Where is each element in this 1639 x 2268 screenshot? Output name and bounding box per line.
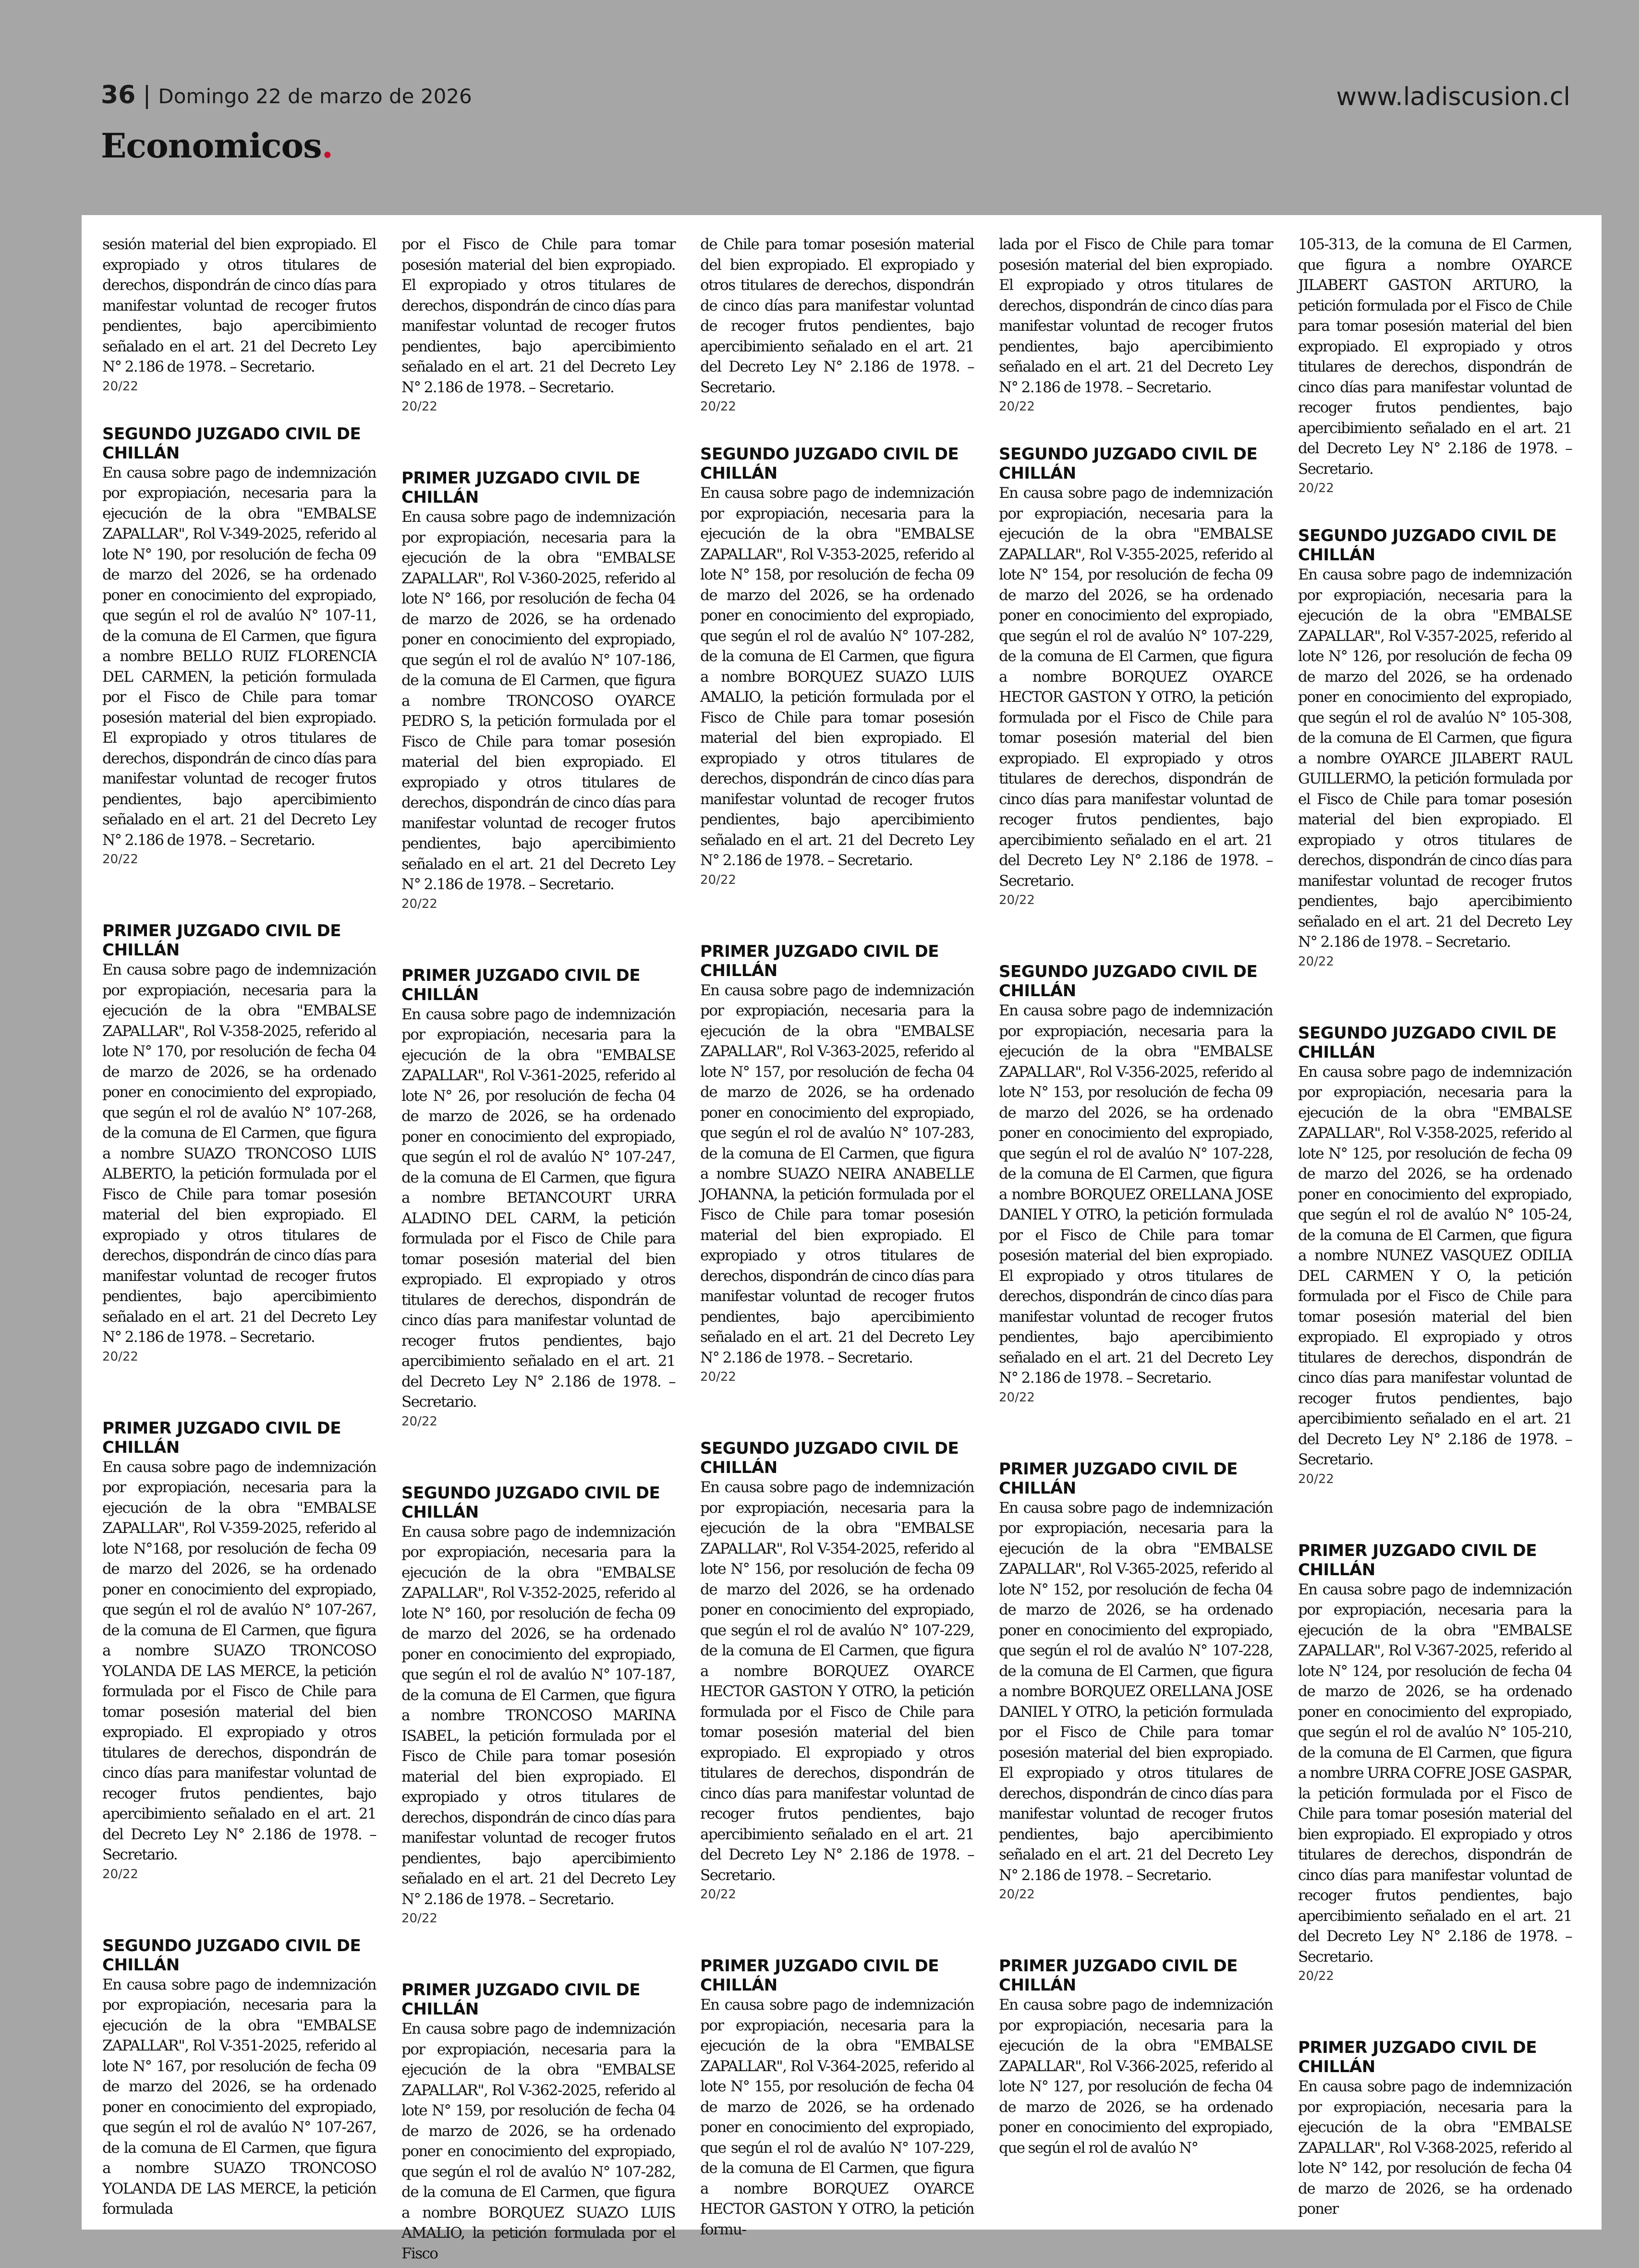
notice-court-title: SEGUNDO JUZGADO CIVIL DE CHILLÁN — [1298, 526, 1557, 565]
notice-code: 20/22 — [999, 399, 1035, 414]
notice-code: 20/22 — [700, 399, 736, 414]
legal-notice — [700, 1439, 974, 1904]
notice-court-title: PRIMER JUZGADO CIVIL DE CHILLÁN — [401, 1980, 640, 2019]
notice-court-title: SEGUNDO JUZGADO CIVIL DE CHILLÁN — [999, 445, 1258, 483]
notice-court-title: SEGUNDO JUZGADO CIVIL DE CHILLÁN — [401, 1483, 660, 1522]
legal-notice — [999, 962, 1273, 1407]
notice-code: 20/22 — [999, 1390, 1035, 1405]
section-title — [101, 126, 333, 166]
notice-court-title: PRIMER JUZGADO CIVIL DE CHILLÁN — [1298, 1541, 1537, 1580]
notice-code: 20/22 — [1298, 481, 1334, 495]
notice-body: En causa sobre pago de indemnización por expropiación, necesaria para la ejecución de la obra "EMBALSE ZAPALLAR", Rol V-363-2025, referido al lote N° 157, por resolución de fecha 04 de marzo de 2026, se ha ordenado poner en conocimiento del expropiado, que según el rol de avalúo N° 107-283, de la comuna de El Carmen, que figura a nombre SUAZO NEIRA ANABELLE JOHANNA, la petición formulada por el Fisco de Chile para tomar posesión material del bien expropiado. El expropiado y otros titulares de derechos, dispondrán de cinco días para manifestar voluntad de recoger frutos pendientes, bajo apercibimiento señalado en el art. 21 del Decreto Ley N° 2.186 de 1978. – Secretario. — [700, 981, 974, 1366]
legal-notice — [1298, 234, 1572, 497]
notice-code: 20/22 — [1298, 954, 1334, 969]
notice-body: En causa sobre pago de indemnización por expropiación, necesaria para la ejecución de la obra "EMBALSE ZAPALLAR", Rol V-358-2025, referido al lote N° 125, por resolución de fecha 09 de marzo del 2026, se ha ordenado poner en conocimiento del expropiado, que según el rol de avalúo N° 105-24, de la comuna de El Carmen, que figura a nombre NUNEZ VASQUEZ ODILIA DEL CARMEN Y O, la petición formulada por el Fisco de Chile para tomar posesión material del bien expropiado. El expropiado y otros titulares de derechos, dispondrán de cinco días para manifestar voluntad de recoger frutos pendientes, bajo apercibimiento señalado en el art. 21 del Decreto Ley N° 2.186 de 1978. – Secretario. — [1298, 1063, 1572, 1468]
notice-body: En causa sobre pago de indemnización por expropiación, necesaria para la ejecución de la obra "EMBALSE ZAPALLAR", Rol V-364-2025, referido al lote N° 155, por resolución de fecha 04 de marzo de 2026, se ha ordenado poner en conocimiento del expropiado, que según el rol de avalúo N° 107-229, de la comuna de El Carmen, que figura a nombre BORQUEZ OYARCE HECTOR GASTON Y OTRO, la petición formu- — [700, 1996, 974, 2238]
notice-court-title: PRIMER JUZGADO CIVIL DE CHILLÁN — [1298, 2038, 1537, 2076]
notice-body: En causa sobre pago de indemnización por expropiación, necesaria para la ejecución de la obra "EMBALSE ZAPALLAR", Rol V-358-2025, referido al lote N° 170, por resolución de fecha 04 de marzo de 2026, se ha ordenado poner en conocimiento del expropiado, que según el rol de avalúo N° 107-268, de la comuna de El Carmen, que figura a nombre SUAZO TRONCOSO LUIS ALBERTO, la petición formulada por el Fisco de Chile para tomar posesión material del bien expropiado. El expropiado y otros titulares de derechos, dispondrán de cinco días para manifestar voluntad de recoger frutos pendientes, bajo apercibimiento señalado en el art. 21 del Decreto Ley N° 2.186 de 1978. – Secretario. — [102, 961, 376, 1346]
column-3 — [700, 234, 974, 2238]
legal-notice — [102, 1936, 376, 2220]
notice-body: de Chile para tomar posesión material del bien expropiado. El expropiado y otros titulares de derechos, dispondrán de cinco días para manifestar voluntad de recoger frutos pendientes, bajo apercibimiento señalado en el art. 21 del Decreto Ley N° 2.186 de 1978. – Secretario. — [700, 236, 974, 396]
legal-notice — [700, 445, 974, 889]
legal-notice — [102, 424, 376, 869]
notice-court-title: SEGUNDO JUZGADO CIVIL DE CHILLÁN — [102, 424, 361, 463]
notice-body: En causa sobre pago de indemnización por expropiación, necesaria para la ejecución de la obra "EMBALSE ZAPALLAR", Rol V-362-2025, referido al lote N° 159, por resolución de fecha 04 de marzo de 2026, se ha ordenado poner en conocimiento del expropiado, que según el rol de avalúo N° 107-282, de la comuna de El Carmen, que figura a nombre BORQUEZ SUAZO LUIS AMALIO, la petición formulada por el Fisco — [401, 2020, 675, 2262]
notice-code: 20/22 — [1298, 1472, 1334, 1486]
notice-code: 20/22 — [401, 1414, 437, 1429]
notice-body: En causa sobre pago de indemnización por expropiación, necesaria para la ejecución de la obra "EMBALSE ZAPALLAR", Rol V-352-2025, referido al lote N° 160, por resolución de fecha 09 de marzo del 2026, se ha ordenado poner en conocimiento del expropiado, que según el rol de avalúo N° 107-187, de la comuna de El Carmen, que figura a nombre TRONCOSO MARINA ISABEL, la petición formulada por el Fisco de Chile para tomar posesión material del bien expropiado. El expropiado y otros titulares de derechos, dispondrán de cinco días para manifestar voluntad de recoger frutos pendientes, bajo apercibimiento señalado en el art. 21 del Decreto Ley N° 2.186 de 1978. – Secretario. — [401, 1523, 675, 1908]
notice-code: 20/22 — [401, 1911, 437, 1926]
legal-notice — [401, 234, 675, 416]
notice-court-title: PRIMER JUZGADO CIVIL DE CHILLÁN — [999, 1956, 1238, 1995]
notice-body: En causa sobre pago de indemnización por expropiación, necesaria para la ejecución de la obra "EMBALSE ZAPALLAR", Rol V-368-2025, referido al lote N° 142, por resolución de fecha 04 de marzo de 2026, se ha ordenado poner — [1298, 2078, 1572, 2218]
notice-court-title: PRIMER JUZGADO CIVIL DE CHILLÁN — [102, 1418, 341, 1457]
legal-notice — [1298, 1024, 1572, 1488]
notice-code: 20/22 — [102, 1349, 138, 1364]
legal-notice — [999, 1460, 1273, 1904]
notice-code: 20/22 — [700, 1370, 736, 1384]
notice-code: 20/22 — [401, 896, 437, 911]
legal-notice — [401, 966, 675, 1431]
notice-court-title: PRIMER JUZGADO CIVIL DE CHILLÁN — [700, 941, 939, 980]
notice-court-title: PRIMER JUZGADO CIVIL DE CHILLÁN — [700, 1956, 939, 1995]
legal-notice — [401, 469, 675, 913]
notice-body: En causa sobre pago de indemnización por expropiación, necesaria para la ejecución de la obra "EMBALSE ZAPALLAR", Rol V-351-2025, referido al lote N° 167, por resolución de fecha 09 de marzo del 2026, se ha ordenado poner en conocimiento del expropiado, que según el rol de avalúo N° 107-267, de la comuna de El Carmen, que figura a nombre SUAZO TRONCOSO YOLANDA DE LAS MERCE, la petición formulada — [102, 1976, 376, 2218]
legal-notice — [1298, 2038, 1572, 2220]
notice-body: lada por el Fisco de Chile para tomar posesión material del bien expropiado. El expropiado y otros titulares de derechos, dispondrán de cinco días para manifestar voluntad de recoger frutos pendientes, bajo apercibimiento señalado en el art. 21 del Decreto Ley N° 2.186 de 1978. – Secretario. — [999, 236, 1273, 396]
notice-court-title: PRIMER JUZGADO CIVIL DE CHILLÁN — [102, 921, 341, 960]
notice-code: 20/22 — [102, 852, 138, 867]
legal-notice — [999, 445, 1273, 909]
notice-body: En causa sobre pago de indemnización por expropiación, necesaria para la ejecución de la obra "EMBALSE ZAPALLAR", Rol V-360-2025, referido al lote N° 166, por resolución de fecha 04 de marzo de 2026, se ha ordenado poner en conocimiento del expropiado, que según el rol de avalúo N° 107-186, de la comuna de El Carmen, que figura a nombre TRONCOSO OYARCE PEDRO S, la petición formulada por el Fisco de Chile para tomar posesión material del bien expropiado. El expropiado y otros titulares de derechos, dispondrán de cinco días para manifestar voluntad de recoger frutos pendientes, bajo apercibimiento señalado en el art. 21 del Decreto Ley N° 2.186 de 1978. – Secretario. — [401, 508, 675, 893]
notice-body: En causa sobre pago de indemnización por expropiación, necesaria para la ejecución de la obra "EMBALSE ZAPALLAR", Rol V-365-2025, referido al lote N° 152, por resolución de fecha 04 de marzo de 2026, se ha ordenado poner en conocimiento del expropiado, que según el rol de avalúo N° 107-228, de la comuna de El Carmen, que figura a nombre BORQUEZ ORELLANA JOSE DANIEL Y OTRO, la petición formulada por el Fisco de Chile para tomar posesión material del bien expropiado. El expropiado y otros titulares de derechos, dispondrán de cinco días para manifestar voluntad de recoger frutos pendientes, bajo apercibimiento señalado en el art. 21 del Decreto Ley N° 2.186 de 1978. – Secretario. — [999, 1499, 1273, 1884]
notice-code: 20/22 — [102, 379, 138, 394]
notice-court-title: PRIMER JUZGADO CIVIL DE CHILLÁN — [999, 1459, 1238, 1498]
notice-body: En causa sobre pago de indemnización por expropiación, necesaria para la ejecución de la obra "EMBALSE ZAPALLAR", Rol V-366-2025, referido al lote N° 127, por resolución de fecha 04 de marzo de 2026, se ha ordenado poner en conocimiento del expropiado, que según el rol de avalúo N° — [999, 1996, 1273, 2157]
notice-code: 20/22 — [102, 1867, 138, 1882]
column-4 — [999, 234, 1273, 2217]
notice-body: En causa sobre pago de indemnización por expropiación, necesaria para la ejecución de la obra "EMBALSE ZAPALLAR", Rol V-355-2025, referido al lote N° 154, por resolución de fecha 09 de marzo del 2026, se ha ordenado poner en conocimiento del expropiado, que según el rol de avalúo N° 107-229, de la comuna de El Carmen, que figura a nombre BORQUEZ OYARCE HECTOR GASTON Y OTRO, la petición formulada por el Fisco de Chile para tomar posesión material del bien expropiado. El expropiado y otros titulares de derechos, dispondrán de cinco días para manifestar voluntad de recoger frutos pendientes, bajo apercibimiento señalado en el art. 21 del Decreto Ley N° 2.186 de 1978. – Secretario. — [999, 484, 1273, 890]
section-name: Economicos — [101, 126, 322, 166]
notice-body: sesión material del bien expropiado. El expropiado y otros titulares de derechos, dispondrán de cinco días para manifestar voluntad de recoger frutos pendientes, bajo apercibimiento señalado en el art. 21 del Decreto Ley N° 2.186 de 1978. – Secretario. — [102, 236, 376, 375]
legal-notice — [700, 1956, 974, 2240]
notice-body: por el Fisco de Chile para tomar posesión material del bien expropiado. El expropiado y otros titulares de derechos, dispondrán de cinco días para manifestar voluntad de recoger frutos pendientes, bajo apercibimiento señalado en el art. 21 del Decreto Ley N° 2.186 de 1978. – Secretario. — [401, 236, 675, 396]
notice-body: En causa sobre pago de indemnización por expropiación, necesaria para la ejecución de la obra "EMBALSE ZAPALLAR", Rol V-361-2025, referido al lote N° 26, por resolución de fecha 04 de marzo de 2026, se ha ordenado poner en conocimiento del expropiado, que según el rol de avalúo N° 107-247, de la comuna de El Carmen, que figura a nombre BETANCOURT URRA ALADINO DEL CARM, la petición formulada por el Fisco de Chile para tomar posesión material del bien expropiado. El expropiado y otros titulares de derechos, dispondrán de cinco días para manifestar voluntad de recoger frutos pendientes, bajo apercibimiento señalado en el art. 21 del Decreto Ley N° 2.186 de 1978. – Secretario. — [401, 1005, 675, 1411]
publication-date: Domingo 22 de marzo de 2026 — [158, 84, 472, 108]
page-header — [101, 81, 1570, 114]
legal-notice — [102, 921, 376, 1366]
notice-body: En causa sobre pago de indemnización por expropiación, necesaria para la ejecución de la obra "EMBALSE ZAPALLAR", Rol V-354-2025, referido al lote N° 156, por resolución de fecha 09 de marzo del 2026, se ha ordenado poner en conocimiento del expropiado, que según el rol de avalúo N° 107-229, de la comuna de El Carmen, que figura a nombre BORQUEZ OYARCE HECTOR GASTON Y OTRO, la petición formulada por el Fisco de Chile para tomar posesión material del bien expropiado. El expropiado y otros titulares de derechos, dispondrán de cinco días para manifestar voluntad de recoger frutos pendientes, bajo apercibimiento señalado en el art. 21 del Decreto Ley N° 2.186 de 1978. – Secretario. — [700, 1479, 974, 1884]
legal-notice — [999, 234, 1273, 416]
notice-body: En causa sobre pago de indemnización por expropiación, necesaria para la ejecución de la obra "EMBALSE ZAPALLAR", Rol V-349-2025, referido al lote N° 190, por resolución de fecha 09 de marzo del 2026, se ha ordenado poner en conocimiento del expropiado, que según el rol de avalúo N° 107-11, de la comuna de El Carmen, que figura a nombre BELLO RUIZ FLORENCIA DEL CARMEN, la petición formulada por el Fisco de Chile para tomar posesión material del bien expropiado. El expropiado y otros titulares de derechos, dispondrán de cinco días para manifestar voluntad de recoger frutos pendientes, bajo apercibimiento señalado en el art. 21 del Decreto Ley N° 2.186 de 1978. – Secretario. — [102, 464, 376, 849]
column-2 — [401, 234, 675, 2262]
legal-notice — [401, 1484, 675, 1928]
legal-notice — [1298, 526, 1572, 971]
notice-court-title: SEGUNDO JUZGADO CIVIL DE CHILLÁN — [102, 1936, 361, 1975]
column-1 — [102, 234, 376, 2217]
notice-code: 20/22 — [999, 1887, 1035, 1902]
legal-notice — [700, 942, 974, 1387]
legal-notice — [700, 234, 974, 416]
notice-court-title: SEGUNDO JUZGADO CIVIL DE CHILLÁN — [1298, 1023, 1557, 1062]
classifieds-page — [82, 215, 1602, 2262]
notice-court-title: SEGUNDO JUZGADO CIVIL DE CHILLÁN — [700, 1439, 959, 1477]
section-dot: . — [321, 126, 333, 166]
notice-court-title: PRIMER JUZGADO CIVIL DE CHILLÁN — [401, 469, 640, 507]
legal-notice — [102, 1419, 376, 1883]
legal-notice — [1298, 1541, 1572, 1986]
legal-notice — [999, 1956, 1273, 2158]
notice-code: 20/22 — [700, 872, 736, 887]
notice-court-title: SEGUNDO JUZGADO CIVIL DE CHILLÁN — [700, 445, 959, 483]
legal-notice — [102, 234, 376, 396]
notice-body: En causa sobre pago de indemnización por expropiación, necesaria para la ejecución de la obra "EMBALSE ZAPALLAR", Rol V-357-2025, referido al lote N° 126, por resolución de fecha 09 de marzo del 2026, se ha ordenado poner en conocimiento del expropiado, que según el rol de avalúo N° 105-308, de la comuna de El Carmen, que figura a nombre OYARCE JILABERT RAUL GUILLERMO, la petición formulada por el Fisco de Chile para tomar posesión material del bien expropiado. El expropiado y otros titulares de derechos, dispondrán de cinco días para manifestar voluntad de recoger frutos pendientes, bajo apercibimiento señalado en el art. 21 del Decreto Ley N° 2.186 de 1978. – Secretario. — [1298, 566, 1572, 951]
notice-court-title: SEGUNDO JUZGADO CIVIL DE CHILLÁN — [999, 962, 1258, 1001]
header-separator: | — [143, 81, 151, 109]
notice-code: 20/22 — [1298, 1969, 1334, 1983]
notice-code: 20/22 — [401, 399, 437, 414]
notice-body: En causa sobre pago de indemnización por expropiación, necesaria para la ejecución de la obra "EMBALSE ZAPALLAR", Rol V-367-2025, referido al lote N° 124, por resolución de fecha 04 de marzo de 2026, se ha ordenado poner en conocimiento del expropiado, que según el rol de avalúo N° 105-210, de la comuna de El Carmen, que figura a nombre URRA COFRE JOSE GASPAR, la petición formulada por el Fisco de Chile para tomar posesión material del bien expropiado. El expropiado y otros titulares de derechos, dispondrán de cinco días para manifestar voluntad de recoger frutos pendientes, bajo apercibimiento señalado en el art. 21 del Decreto Ley N° 2.186 de 1978. – Secretario. — [1298, 1580, 1572, 1966]
notice-code: 20/22 — [999, 893, 1035, 907]
column-5 — [1298, 234, 1572, 2217]
notice-court-title: PRIMER JUZGADO CIVIL DE CHILLÁN — [401, 965, 640, 1004]
legal-notice — [401, 1980, 675, 2264]
notice-body: En causa sobre pago de indemnización por expropiación, necesaria para la ejecución de la obra "EMBALSE ZAPALLAR", Rol V-356-2025, referido al lote N° 153, por resolución de fecha 09 de marzo del 2026, se ha ordenado poner en conocimiento del expropiado, que según el rol de avalúo N° 107-228, de la comuna de El Carmen, que figura a nombre BORQUEZ ORELLANA JOSE DANIEL Y OTRO, la petición formulada por el Fisco de Chile para tomar posesión material del bien expropiado. El expropiado y otros titulares de derechos, dispondrán de cinco días para manifestar voluntad de recoger frutos pendientes, bajo apercibimiento señalado en el art. 21 del Decreto Ley N° 2.186 de 1978. – Secretario. — [999, 1002, 1273, 1387]
notice-code: 20/22 — [700, 1887, 736, 1902]
notice-body: En causa sobre pago de indemnización por expropiación, necesaria para la ejecución de la obra "EMBALSE ZAPALLAR", Rol V-353-2025, referido al lote N° 158, por resolución de fecha 09 de marzo del 2026, se ha ordenado poner en conocimiento del expropiado, que según el rol de avalúo N° 107-282, de la comuna de El Carmen, que figura a nombre BORQUEZ SUAZO LUIS AMALIO, la petición formulada por el Fisco de Chile para tomar posesión material del bien expropiado. El expropiado y otros titulares de derechos, dispondrán de cinco días para manifestar voluntad de recoger frutos pendientes, bajo apercibimiento señalado en el art. 21 del Decreto Ley N° 2.186 de 1978. – Secretario. — [700, 484, 974, 869]
website-link[interactable]: www.ladiscusion.cl — [1336, 83, 1570, 111]
notice-body: En causa sobre pago de indemnización por expropiación, necesaria para la ejecución de la obra "EMBALSE ZAPALLAR", Rol V-359-2025, referido al lote N°168, por resolución de fecha 09 de marzo del 2026, se ha ordenado poner en conocimiento del expropiado, que según el rol de avalúo N° 107-267, de la comuna de El Carmen, que figura a nombre SUAZO TRONCOSO YOLANDA DE LAS MERCE, la petición formulada por el Fisco de Chile para tomar posesión material del bien expropiado. El expropiado y otros titulares de derechos, dispondrán de cinco días para manifestar voluntad de recoger frutos pendientes, bajo apercibimiento señalado en el art. 21 del Decreto Ley N° 2.186 de 1978. – Secretario. — [102, 1458, 376, 1863]
page-number: 36 — [101, 81, 136, 109]
notice-body: 105-313, de la comuna de El Carmen, que figura a nombre OYARCE JILABERT GASTON ARTURO, la petición formulada por el Fisco de Chile para tomar posesión material del bien expropiado. El expropiado y otros titulares de derechos, dispondrán de cinco días para manifestar voluntad de recoger frutos pendientes, bajo apercibimiento señalado en el art. 21 del Decreto Ley N° 2.186 de 1978. – Secretario. — [1298, 236, 1572, 478]
